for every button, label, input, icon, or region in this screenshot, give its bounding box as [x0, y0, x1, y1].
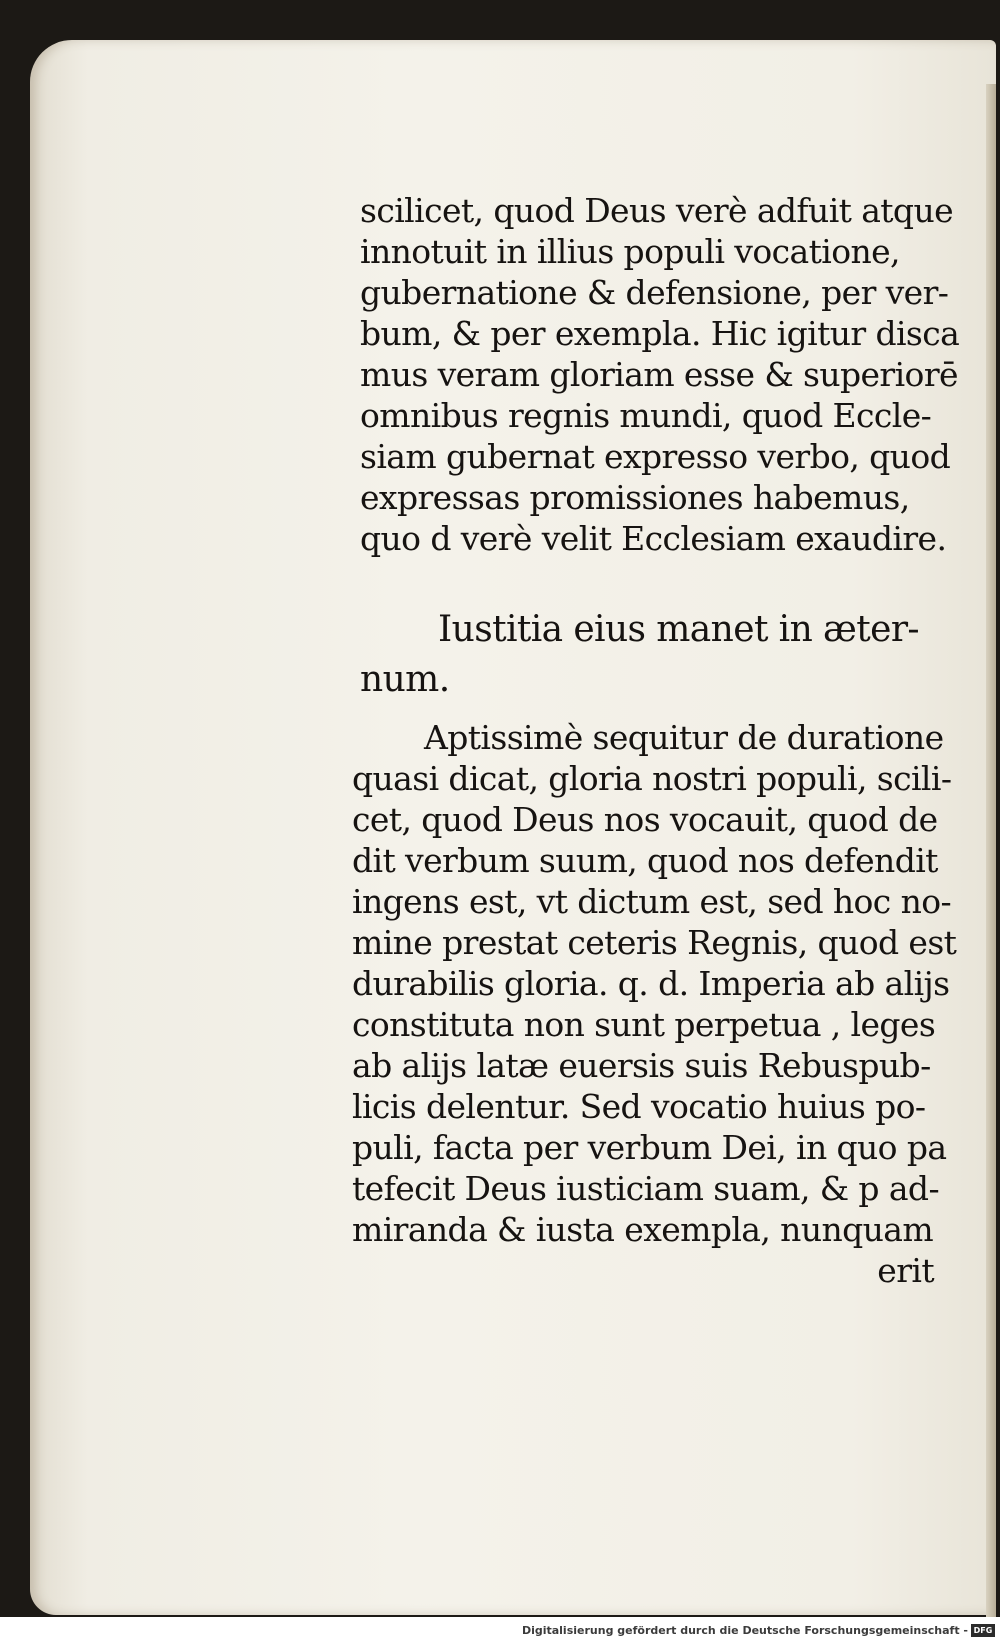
- text-line: dit verbum suum, quod nos defendit: [352, 841, 938, 880]
- text-line: bum, & per exempla. Hic igitur disca: [360, 314, 960, 353]
- text-line: cet, quod Deus nos vocauit, quod de: [352, 800, 938, 839]
- text-line: scilicet, quod Deus verè adfuit atque: [360, 191, 954, 230]
- text-line: mine prestat ceteris Regnis, quod est: [352, 923, 957, 962]
- text-line: puli, facta per verbum Dei, in quo pa: [352, 1128, 947, 1167]
- text-line: Aptissimè sequitur de duratione: [424, 718, 944, 757]
- heading-line: Iustitia eius manet in æter-: [438, 609, 919, 650]
- text-line: mus veram gloriam esse & superiorē: [360, 355, 958, 394]
- paragraph-1: [360, 190, 980, 559]
- text-line: durabilis gloria. q. d. Imperia ab alijs: [352, 964, 950, 1003]
- catchword: erit: [877, 1251, 934, 1290]
- text-line: miranda & iusta exempla, nunquam: [352, 1210, 934, 1249]
- text-line: quasi dicat, gloria nostri populi, scili-: [352, 759, 952, 798]
- text-line: expressas promissiones habemus,: [360, 478, 910, 517]
- funding-credit-text: Digitalisierung gefördert durch die Deutsche Forschungsgemeinschaft -: [521, 1624, 968, 1637]
- funding-footer: [0, 1617, 1000, 1643]
- text-line: siam gubernat expresso verbo, quod: [360, 437, 951, 476]
- text-line: licis delentur. Sed vocatio huius po-: [352, 1087, 926, 1126]
- text-line: gubernatione & defensione, per ver-: [360, 273, 949, 312]
- book-page: [30, 40, 996, 1615]
- text-line: quo d verè velit Ecclesiam exaudire.: [360, 519, 947, 558]
- section-heading: [360, 605, 980, 705]
- text-line: innotuit in illius populi vocatione,: [360, 232, 900, 271]
- text-block: [352, 190, 980, 1291]
- text-line: tefecit Deus iusticiam suam, & p ad-: [352, 1169, 939, 1208]
- text-line: ingens est, vt dictum est, sed hoc no-: [352, 882, 952, 921]
- text-line: ab alijs latæ euersis suis Rebuspub-: [352, 1046, 931, 1085]
- text-line: omnibus regnis mundi, quod Eccle-: [360, 396, 932, 435]
- page-edge: [986, 84, 996, 1643]
- dfg-logo-icon: DFG: [971, 1624, 995, 1637]
- text-line: constituta non sunt perpetua , leges: [352, 1005, 936, 1044]
- paragraph-2: [352, 717, 980, 1291]
- heading-line: num.: [360, 659, 450, 700]
